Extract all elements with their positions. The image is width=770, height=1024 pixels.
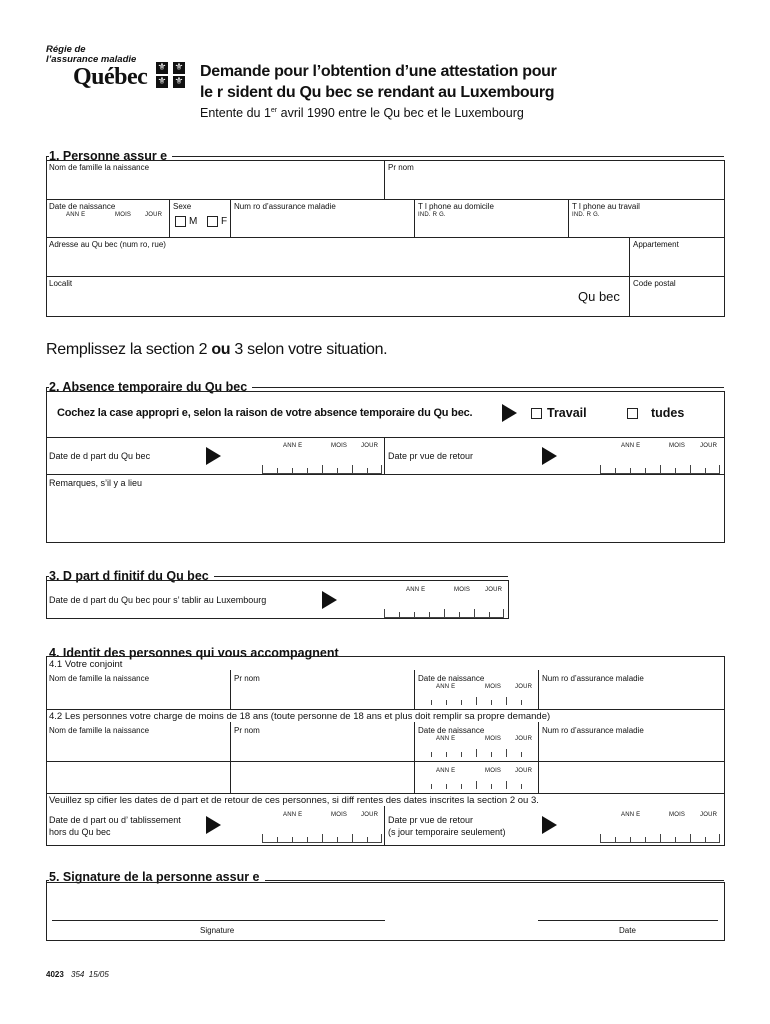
dependent2-family-name-field[interactable]	[50, 773, 225, 787]
return-month-label: MOIS	[669, 443, 686, 449]
reason-work-label: Travail	[547, 406, 587, 420]
home-phone-ind-label: IND. R G.	[418, 212, 446, 218]
departure-date-field[interactable]	[262, 465, 382, 474]
instruction-bold: ou	[211, 341, 231, 358]
final-month-label: MOIS	[454, 587, 471, 593]
remarks-label: Remarques, s’il y a lieu	[49, 478, 143, 488]
dependent1-day-label: JOUR	[515, 736, 533, 742]
section2-check-instruction: Cochez la case appropri e, selon la raison de votre absence temporaire du Qu bec.	[57, 407, 473, 419]
birth-month-label: MOIS	[115, 212, 132, 218]
dependent2-health-number-field[interactable]	[543, 773, 718, 787]
arrow-right-icon	[502, 404, 517, 422]
arrow-right-icon	[542, 816, 557, 834]
form-title-line1: Demande pour l’obtention d’une attestation pour	[200, 63, 557, 80]
work-phone-label: T l phone au travail	[572, 202, 640, 211]
section5-heading: 5. Signature de la personne assur e	[49, 870, 265, 884]
dep-return-month-label: MOIS	[669, 812, 686, 818]
return-day-label: JOUR	[700, 443, 718, 449]
org-name-line2: l’assurance maladie	[46, 54, 137, 65]
signature-label: Signature	[200, 926, 235, 935]
dep-departure-label	[49, 814, 181, 838]
postal-code-label: Code postal	[633, 279, 676, 288]
dependent-birth-date-label: Date de naissance	[418, 726, 485, 735]
dep-departure-day-label: JOUR	[361, 812, 379, 818]
dependent-family-name-label: Nom de famille la naissance	[49, 726, 150, 735]
return-date-label: Date pr vue de retour	[388, 451, 474, 461]
dependent2-birth-date-field[interactable]	[416, 781, 536, 789]
province-text: Qu bec	[578, 289, 620, 304]
departure-date-label: Date de d part du Qu bec	[49, 451, 151, 461]
section1-heading: 1. Personne assur e	[49, 149, 172, 163]
reason-work-checkbox[interactable]	[531, 408, 542, 419]
dependent2-first-name-field[interactable]	[235, 773, 410, 787]
subtitle-sup: er	[270, 106, 278, 114]
dependent2-month-label: MOIS	[485, 768, 502, 774]
spouse-first-name-label: Pr nom	[234, 674, 260, 683]
form-title	[200, 61, 557, 103]
final-day-label: JOUR	[485, 587, 503, 593]
org-name	[46, 45, 136, 65]
org-name-line1: Régie de	[46, 44, 86, 55]
signature-line[interactable]	[52, 920, 385, 921]
quebec-logo: Québec	[73, 64, 148, 90]
work-phone-ind-label: IND. R G.	[572, 212, 600, 218]
form-number: 4023	[46, 970, 64, 979]
dependent2-day-label: JOUR	[515, 768, 533, 774]
departure-day-label: JOUR	[361, 443, 379, 449]
instruction-post: 3 selon votre situation.	[230, 341, 388, 358]
section4-heading: 4. Identit des personnes qui vous accompagnent	[49, 646, 344, 660]
subtitle-pre: Entente du 1	[200, 106, 271, 120]
sex-f-checkbox[interactable]	[207, 216, 218, 227]
dependent1-month-label: MOIS	[485, 736, 502, 742]
dependents-dates-instruction: Veuillez sp cifier les dates de d part et de retour de ces personnes, si diff rentes des dates inscrites la section 2 ou 3.	[49, 795, 539, 806]
remarks-field[interactable]	[50, 492, 722, 542]
sex-label: Sexe	[173, 202, 192, 211]
dep-departure-year-label: ANN E	[283, 812, 303, 818]
dependent1-health-number-field[interactable]	[543, 743, 718, 757]
date-label: Date	[619, 926, 636, 935]
instruction-pre: Remplissez la section 2	[46, 341, 212, 358]
final-departure-date-field[interactable]	[384, 609, 504, 618]
spouse-year-label: ANN E	[436, 684, 456, 690]
health-number-field[interactable]	[235, 218, 405, 232]
final-departure-label: Date de d part du Qu bec pour s’ tablir au Luxembourg	[49, 595, 267, 605]
dep-return-year-label: ANN E	[621, 812, 641, 818]
sex-m-label: M	[189, 216, 198, 227]
spouse-family-name-label: Nom de famille la naissance	[49, 674, 150, 683]
reason-study-label: tudes	[651, 406, 685, 420]
section-instruction	[46, 341, 387, 359]
dependent1-family-name-field[interactable]	[50, 743, 225, 757]
dep-departure-label-line1: Date de d part ou d’ tablissement	[49, 815, 181, 825]
final-year-label: ANN E	[406, 587, 426, 593]
spouse-family-name-field[interactable]	[50, 690, 225, 704]
departure-month-label: MOIS	[331, 443, 348, 449]
first-name-label: Pr nom	[388, 163, 414, 172]
dep-departure-month-label: MOIS	[331, 812, 348, 818]
work-phone-field[interactable]	[573, 222, 721, 235]
fleurdelise-flag-icon: ⚜ ⚜ ⚜ ⚜	[157, 62, 184, 87]
dep-return-day-label: JOUR	[700, 812, 718, 818]
reason-study-checkbox[interactable]	[627, 408, 638, 419]
dependent-first-name-label: Pr nom	[234, 726, 260, 735]
arrow-right-icon	[206, 447, 221, 465]
spouse-day-label: JOUR	[515, 684, 533, 690]
spouse-birth-date-field[interactable]	[416, 697, 536, 705]
spouse-birth-date-label: Date de naissance	[418, 674, 485, 683]
dependent1-birth-date-field[interactable]	[416, 749, 536, 757]
address-label: Adresse au Qu bec (num ro, rue)	[49, 240, 166, 249]
spouse-health-number-label: Num ro d’assurance maladie	[542, 674, 644, 683]
home-phone-label: T l phone au domicile	[418, 202, 494, 211]
form-title-line2: le r sident du Qu bec se rendant au Luxembourg	[200, 84, 555, 101]
dependent1-first-name-field[interactable]	[235, 743, 410, 757]
locality-label: Localit	[49, 279, 73, 288]
apartment-field[interactable]	[634, 256, 720, 271]
birth-year-label: ANN E	[66, 212, 86, 218]
home-phone-field[interactable]	[419, 222, 564, 235]
sex-m-checkbox[interactable]	[175, 216, 186, 227]
form-subtitle	[200, 106, 524, 120]
family-name-field[interactable]	[50, 180, 370, 194]
dep-return-date-field[interactable]	[600, 834, 720, 843]
subtitle-post: avril 1990 entre le Qu bec et le Luxembourg	[277, 106, 524, 120]
arrow-right-icon	[322, 591, 337, 609]
arrow-right-icon	[542, 447, 557, 465]
section2-heading: 2. Absence temporaire du Qu bec	[49, 380, 252, 394]
date-line[interactable]	[538, 920, 718, 921]
apartment-label: Appartement	[633, 240, 679, 249]
spouse-month-label: MOIS	[485, 684, 502, 690]
dep-departure-date-field[interactable]	[262, 834, 382, 843]
dependent2-year-label: ANN E	[436, 768, 456, 774]
spouse-first-name-field[interactable]	[235, 690, 410, 704]
dep-return-label-line1: Date pr vue de retour	[388, 815, 474, 825]
health-number-label: Num ro d’assurance maladie	[234, 202, 336, 211]
address-field[interactable]	[50, 256, 620, 271]
spouse-health-number-field[interactable]	[543, 690, 718, 704]
return-year-label: ANN E	[621, 443, 641, 449]
postal-code-field[interactable]	[634, 296, 720, 311]
birth-date-field[interactable]	[50, 222, 165, 235]
dep-return-label	[388, 814, 506, 838]
form-code: 354 15/05	[71, 970, 109, 979]
family-name-label: Nom de famille la naissance	[49, 163, 150, 172]
locality-field[interactable]	[50, 296, 560, 311]
dep-departure-label-line2: hors du Qu bec	[49, 827, 111, 837]
dependent-health-number-label: Num ro d’assurance maladie	[542, 726, 644, 735]
sex-f-label: F	[221, 216, 228, 227]
spouse-heading: 4.1 Votre conjoint	[49, 659, 123, 670]
departure-year-label: ANN E	[283, 443, 303, 449]
birth-date-label: Date de naissance	[49, 202, 116, 211]
arrow-right-icon	[206, 816, 221, 834]
dependent1-year-label: ANN E	[436, 736, 456, 742]
section3-heading: 3. D part d finitif du Qu bec	[49, 569, 214, 583]
birth-day-label: JOUR	[145, 212, 163, 218]
dep-return-label-line2: (s jour temporaire seulement)	[388, 827, 506, 837]
first-name-field[interactable]	[390, 180, 710, 194]
dependents-heading: 4.2 Les personnes votre charge de moins de 18 ans (toute personne de 18 ans et plus doit remplir sa propre demande)	[49, 711, 551, 722]
return-date-field[interactable]	[600, 465, 720, 474]
